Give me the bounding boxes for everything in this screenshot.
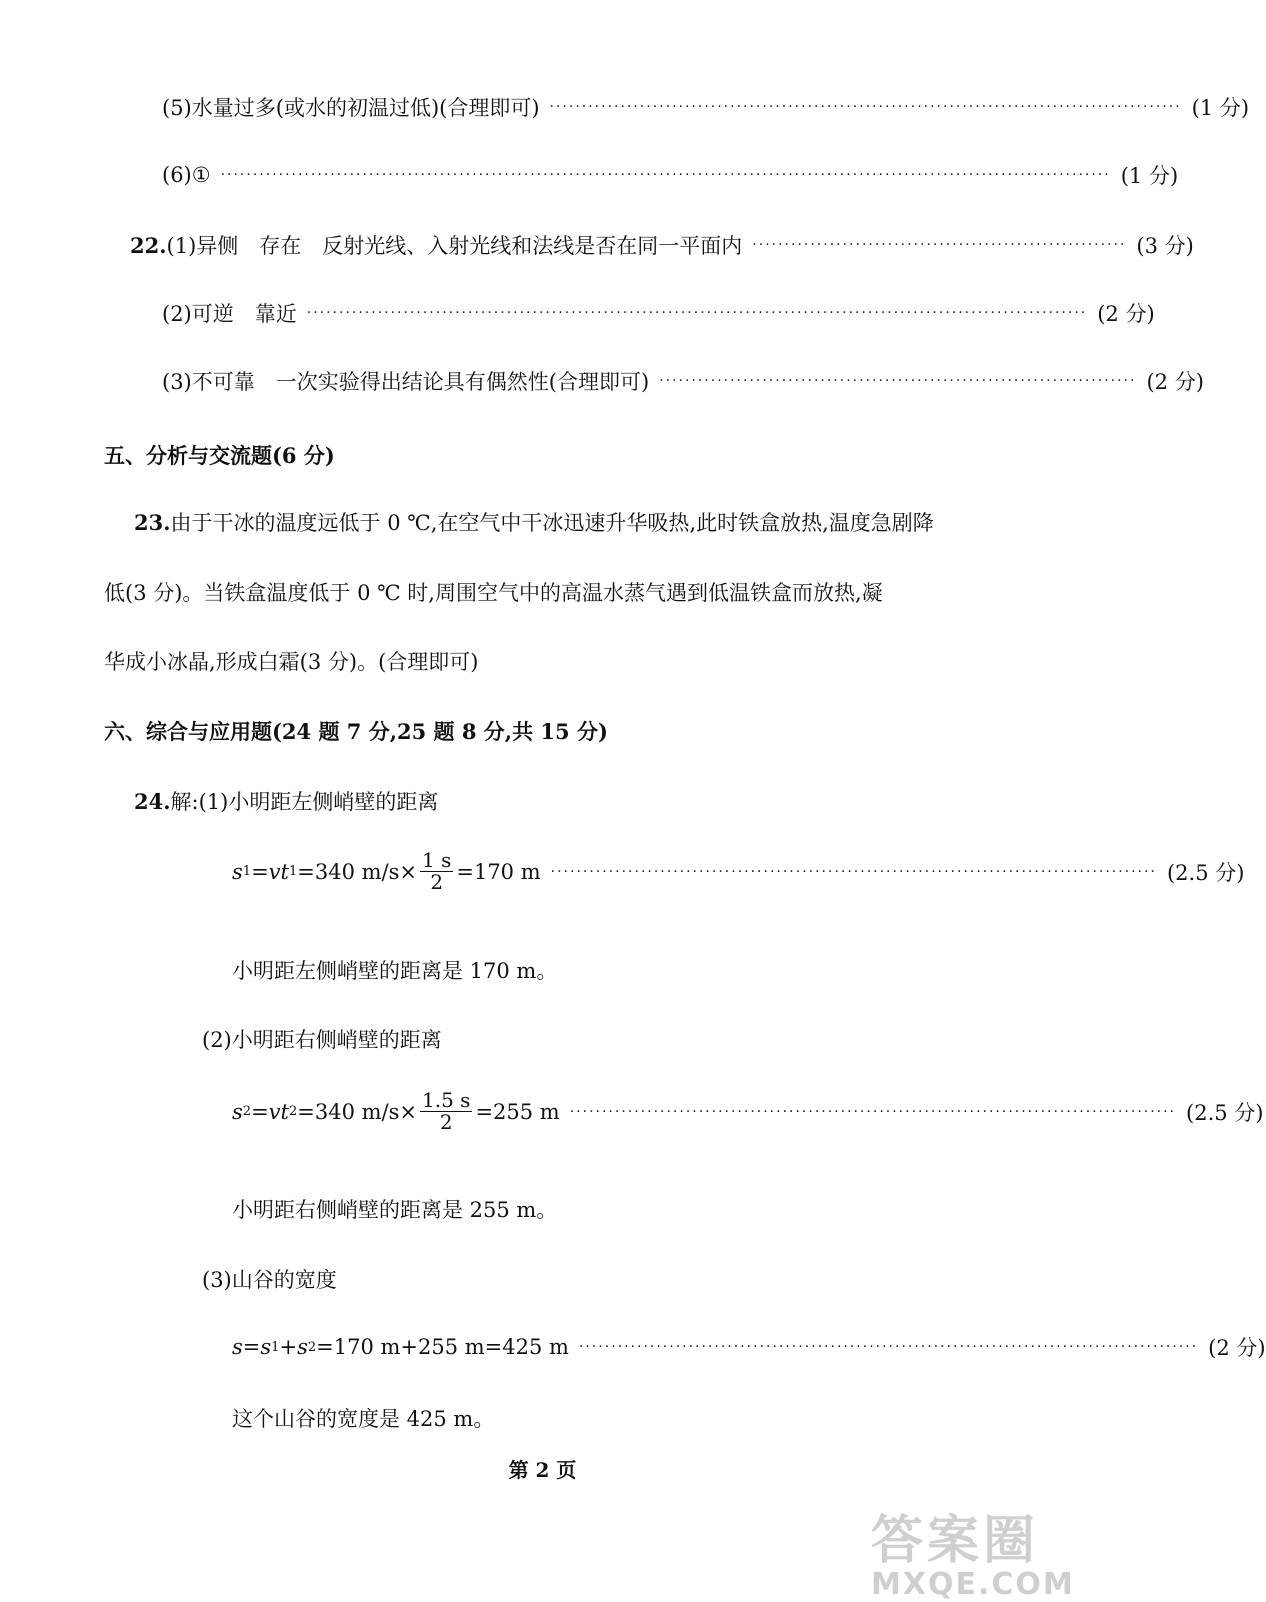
leader-dots: ·································································································· xyxy=(549,99,1182,115)
answer-text: 解:(1)小明距左侧峭壁的距离 xyxy=(170,790,439,814)
watermark-logo xyxy=(871,1498,1075,1602)
conclusion-24-2: 小明距右侧峭壁的距离是 255 m。 xyxy=(232,1198,558,1222)
var-s: s xyxy=(232,859,243,884)
numerator: 1 s xyxy=(422,848,452,872)
formula-middle: =340 m/s× xyxy=(297,859,417,884)
leader-dots: ·························································· xyxy=(752,237,1127,253)
leader-dots: ······························································································ xyxy=(569,1103,1177,1120)
answer-paragraph-23-line2: 低(3 分)。当铁盒温度低于 0 ℃ 时,周围空气中的高温水蒸气遇到低温铁盒而放热,凝 xyxy=(104,581,883,605)
denominator: 2 xyxy=(439,1110,453,1134)
score: (1 分) xyxy=(1120,164,1179,188)
score: (3 分) xyxy=(1136,234,1194,258)
subscript: 1 xyxy=(289,864,298,879)
answer-line-22-2 xyxy=(162,298,1155,328)
answer-24-intro xyxy=(134,786,438,816)
watermark-url: MXQE.COM xyxy=(871,1567,1075,1602)
formula-24-1 xyxy=(232,848,1245,894)
subscript: 1 xyxy=(271,1339,280,1355)
denominator: 2 xyxy=(430,870,444,894)
section-heading-5: 五、分析与交流题(6 分) xyxy=(104,443,335,468)
answer-text: (5)水量过多(或水的初温过低)(合理即可) xyxy=(162,96,540,120)
var-s: s xyxy=(232,1335,243,1359)
formula-24-3 xyxy=(232,1332,1266,1362)
score: (2 分) xyxy=(1146,370,1204,394)
var-t: t xyxy=(280,859,289,884)
subscript: 2 xyxy=(307,1339,317,1355)
score: (1 分) xyxy=(1191,96,1250,120)
formula-24-2 xyxy=(232,1088,1264,1134)
var-v: v xyxy=(268,1099,281,1124)
subscript: 2 xyxy=(289,1104,298,1119)
conclusion-24-3: 这个山谷的宽度是 425 m。 xyxy=(232,1407,495,1431)
page-number: 第 2 页 xyxy=(508,1458,577,1482)
leader-dots: ································································································ xyxy=(578,1339,1199,1355)
question-number: 22. xyxy=(130,232,167,258)
score: (2.5 分) xyxy=(1186,1100,1264,1125)
formula-result: =255 m xyxy=(475,1099,560,1124)
fraction xyxy=(420,1090,472,1133)
var-s1: s xyxy=(260,1335,272,1359)
answer-text: (3)不可靠 一次实验得出结论具有偶然性(合理即可) xyxy=(162,370,650,394)
equals: = xyxy=(242,1335,261,1359)
answer-text: (6)① xyxy=(162,163,211,187)
leader-dots: ························································································································· xyxy=(306,305,1088,321)
leader-dots: ······························································································ xyxy=(550,863,1157,880)
fraction xyxy=(420,850,453,893)
var-s: s xyxy=(232,1099,243,1124)
section-heading-6: 六、综合与应用题(24 题 7 分,25 题 8 分,共 15 分) xyxy=(104,719,608,744)
var-v: v xyxy=(268,859,281,884)
score: (2 分) xyxy=(1208,1336,1266,1360)
formula-result: =170 m+255 m=425 m xyxy=(316,1335,569,1359)
leader-dots: ·········································································· xyxy=(659,373,1137,389)
answer-line-22-1 xyxy=(130,230,1194,260)
leader-dots: ·········································································································································· xyxy=(220,167,1111,183)
var-t: t xyxy=(280,1099,289,1124)
conclusion-24-1: 小明距左侧峭壁的距离是 170 m。 xyxy=(232,959,558,983)
question-number: 23. xyxy=(134,510,171,535)
answer-line-21-6 xyxy=(162,160,1179,190)
var-s2: s xyxy=(297,1335,308,1359)
answer-text: (1)异侧 存在 反射光线、入射光线和法线是否在同一平面内 xyxy=(166,234,743,258)
plus: + xyxy=(279,1335,298,1359)
watermark-text: 答案圈 xyxy=(871,1511,1040,1571)
answer-24-part2: (2)小明距右侧峭壁的距离 xyxy=(202,1028,442,1052)
score: (2 分) xyxy=(1097,302,1155,326)
numerator: 1.5 s xyxy=(422,1088,471,1112)
answer-text: 由于干冰的温度远低于 0 ℃,在空气中干冰迅速升华吸热,此时铁盒放热,温度急剧降 xyxy=(170,511,934,535)
formula-middle: =340 m/s× xyxy=(297,1099,417,1124)
answer-paragraph-23-line1 xyxy=(134,507,934,537)
formula-result: =170 m xyxy=(456,859,541,884)
answer-24-part3: (3)山谷的宽度 xyxy=(202,1268,337,1292)
answer-line-21-5 xyxy=(162,92,1250,122)
subscript: 1 xyxy=(242,864,252,879)
question-number: 24. xyxy=(134,789,171,814)
answer-paragraph-23-line3: 华成小冰晶,形成白霜(3 分)。(合理即可) xyxy=(104,650,479,674)
score: (2.5 分) xyxy=(1166,860,1245,885)
subscript: 2 xyxy=(242,1104,252,1119)
equals: = xyxy=(251,859,269,884)
equals: = xyxy=(251,1099,269,1124)
answer-text: (2)可逆 靠近 xyxy=(162,302,297,326)
answer-line-22-3 xyxy=(162,366,1204,396)
